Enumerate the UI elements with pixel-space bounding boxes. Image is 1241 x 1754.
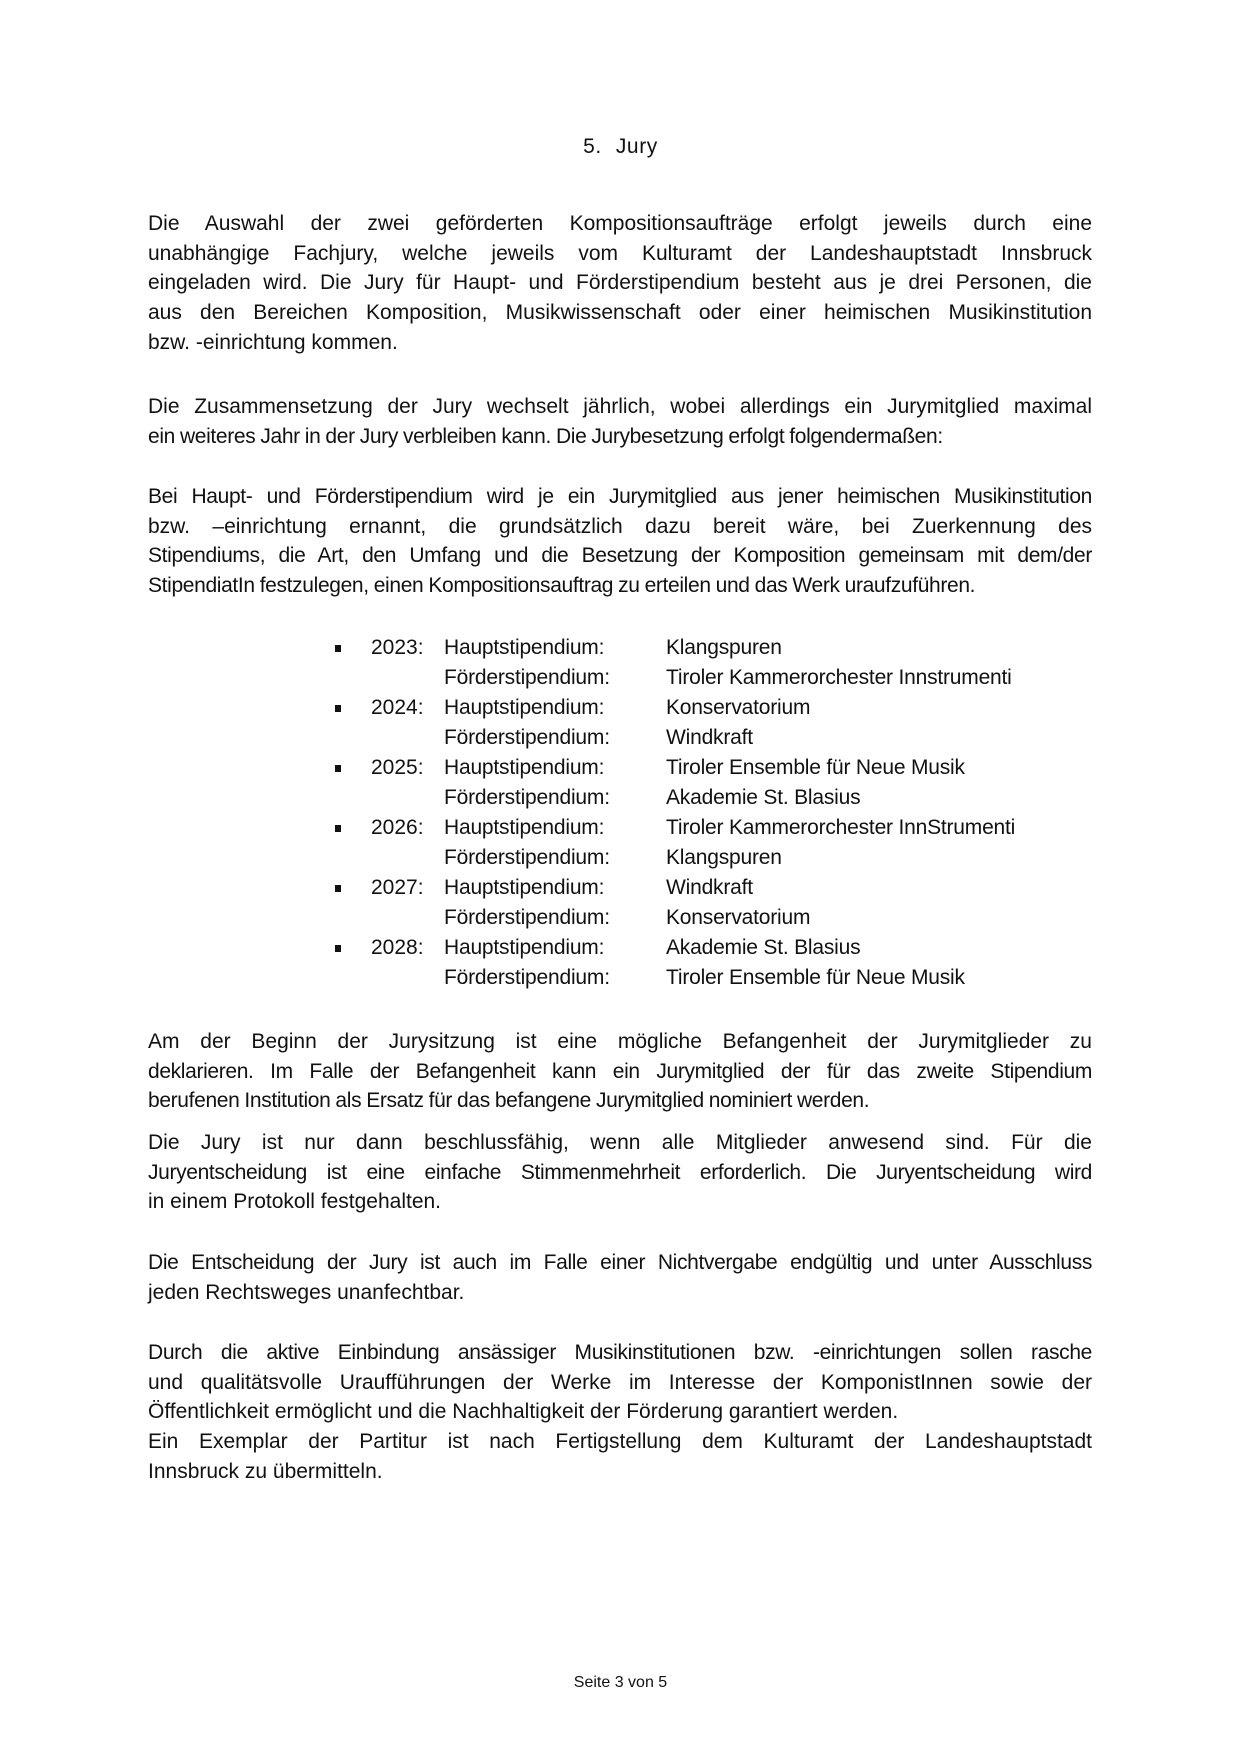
text-line: Durch die aktive Einbindung ansässiger Musikinstitutionen bzw. -einrichtungen sollen rasche — [148, 1341, 1092, 1364]
section-heading — [0, 132, 1241, 162]
schedule-label: Förderstipendium: — [444, 726, 610, 749]
text-line: aus den Bereichen Komposition, Musikwissenschaft oder einer heimischen Musikinstitution — [148, 301, 1092, 325]
schedule-row-haupt — [0, 873, 1241, 903]
schedule-row-foerder — [0, 903, 1241, 933]
schedule-label: Förderstipendium: — [444, 666, 610, 689]
square-bullet-icon — [335, 825, 341, 832]
schedule-institution: Tiroler Kammerorchester Innstrumenti — [666, 666, 1012, 689]
schedule-year: 2023: — [371, 636, 424, 659]
paragraph-jury-rotation — [148, 392, 1092, 451]
text-line: Juryentscheidung ist eine einfache Stimmenmehrheit erforderlich. Die Juryentscheidung wird — [148, 1160, 1092, 1184]
square-bullet-icon — [335, 645, 341, 652]
text-line: Öffentlichkeit ermöglicht und die Nachhaltigkeit der Förderung garantiert werden. — [148, 1400, 899, 1424]
text-line: StipendiatIn festzulegen, einen Kompositionsauftrag zu erteilen und das Werk uraufzuführen. — [148, 574, 976, 598]
text-line: berufenen Institution als Ersatz für das befangene Jurymitglied nominiert werden. — [148, 1089, 870, 1113]
paragraph-final-decision — [148, 1248, 1092, 1307]
text-line: deklarieren. Im Falle der Befangenheit kann ein Jurymitglied der für das zweite Stipendium — [148, 1059, 1092, 1083]
schedule-row-foerder — [0, 783, 1241, 813]
text-line: und qualitätsvolle Uraufführungen der Werke im Interesse der KomponistInnen sowie der — [148, 1370, 1092, 1394]
square-bullet-icon — [335, 945, 341, 952]
schedule-institution: Tiroler Ensemble für Neue Musik — [666, 756, 965, 779]
page-number-footer: Seite 3 von 5 — [573, 1674, 668, 1691]
text-line: Ein Exemplar der Partitur ist nach Fertigstellung dem Kulturamt der Landeshauptstadt — [148, 1430, 1092, 1454]
schedule-institution: Tiroler Kammerorchester InnStrumenti — [666, 816, 1016, 839]
schedule-row-foerder — [0, 723, 1241, 753]
schedule-label: Hauptstipendium: — [444, 696, 605, 719]
schedule-row-haupt — [0, 813, 1241, 843]
schedule-year: 2026: — [371, 816, 424, 839]
schedule-row-haupt — [0, 753, 1241, 783]
square-bullet-icon — [335, 705, 341, 712]
schedule-institution: Klangspuren — [666, 636, 782, 659]
text-line: Am der Beginn der Jurysitzung ist eine mögliche Befangenheit der Jurymitglieder zu — [148, 1030, 1092, 1053]
schedule-institution: Klangspuren — [666, 846, 782, 869]
text-line: Die Jury ist nur dann beschlussfähig, wenn alle Mitglieder anwesend sind. Für die — [148, 1131, 1092, 1154]
section-number: 5. — [583, 135, 602, 158]
schedule-label: Förderstipendium: — [444, 906, 610, 929]
text-line: Die Entscheidung der Jury ist auch im Falle einer Nichtvergabe endgültig und unter Ausschluss — [148, 1251, 1092, 1274]
square-bullet-icon — [335, 885, 341, 892]
schedule-year: 2028: — [371, 936, 424, 959]
text-line: ein weiteres Jahr in der Jury verbleiben kann. Die Jurybesetzung erfolgt folgendermaßen: — [148, 424, 943, 448]
schedule-label: Hauptstipendium: — [444, 636, 605, 659]
schedule-label: Förderstipendium: — [444, 786, 610, 809]
text-line: Die Auswahl der zwei geförderten Kompositionsaufträge erfolgt jeweils durch eine — [148, 212, 1092, 235]
schedule-row-foerder — [0, 843, 1241, 873]
schedule-year: 2024: — [371, 696, 424, 719]
text-line: Bei Haupt- und Förderstipendium wird je ein Jurymitglied aus jener heimischen Musikinstitution — [148, 485, 1092, 508]
section-title: Jury — [615, 135, 658, 158]
schedule-row-foerder — [0, 663, 1241, 693]
schedule-institution: Windkraft — [666, 726, 753, 749]
schedule-institution: Konservatorium — [666, 696, 811, 719]
text-line: Innsbruck zu übermitteln. — [148, 1459, 383, 1483]
paragraph-bias-declaration — [148, 1027, 1092, 1116]
schedule-label: Hauptstipendium: — [444, 816, 605, 839]
schedule-label: Förderstipendium: — [444, 966, 610, 989]
text-line: Die Zusammensetzung der Jury wechselt jährlich, wobei allerdings ein Jurymitglied maximal — [148, 395, 1092, 418]
schedule-institution: Akademie St. Blasius — [666, 786, 861, 809]
text-line: Stipendiums, die Art, den Umfang und die Besetzung der Komposition gemeinsam mit dem/der — [148, 544, 1092, 568]
schedule-row-haupt — [0, 633, 1241, 663]
schedule-row-foerder — [0, 963, 1241, 993]
schedule-row-haupt — [0, 693, 1241, 723]
schedule-year: 2027: — [371, 876, 424, 899]
schedule-label: Hauptstipendium: — [444, 876, 605, 899]
schedule-institution: Windkraft — [666, 876, 753, 899]
schedule-institution: Konservatorium — [666, 906, 811, 929]
schedule-row-haupt — [0, 933, 1241, 963]
text-line: jeden Rechtsweges unanfechtbar. — [148, 1280, 465, 1304]
paragraph-jury-selection — [148, 209, 1092, 357]
schedule-institution: Tiroler Ensemble für Neue Musik — [666, 966, 965, 989]
schedule-label: Hauptstipendium: — [444, 756, 605, 779]
schedule-label: Förderstipendium: — [444, 846, 610, 869]
jury-schedule-list — [0, 633, 1241, 993]
text-line: bzw. -einrichtung kommen. — [148, 330, 398, 354]
schedule-year: 2025: — [371, 756, 424, 779]
text-line: bzw. –einrichtung ernannt, die grundsätzlich dazu bereit wäre, bei Zuerkennung des — [148, 514, 1092, 538]
square-bullet-icon — [335, 765, 341, 772]
text-line: in einem Protokoll festgehalten. — [148, 1190, 442, 1214]
text-line: eingeladen wird. Die Jury für Haupt- und Förderstipendium besteht aus je drei Personen, die — [148, 271, 1092, 295]
text-line: unabhängige Fachjury, welche jeweils vom Kulturamt der Landeshauptstadt Innsbruck — [148, 241, 1092, 265]
schedule-label: Hauptstipendium: — [444, 936, 605, 959]
paragraph-jury-appointment — [148, 482, 1092, 601]
paragraph-institution-involvement — [148, 1338, 1092, 1486]
schedule-institution: Akademie St. Blasius — [666, 936, 861, 959]
paragraph-quorum — [148, 1128, 1092, 1217]
